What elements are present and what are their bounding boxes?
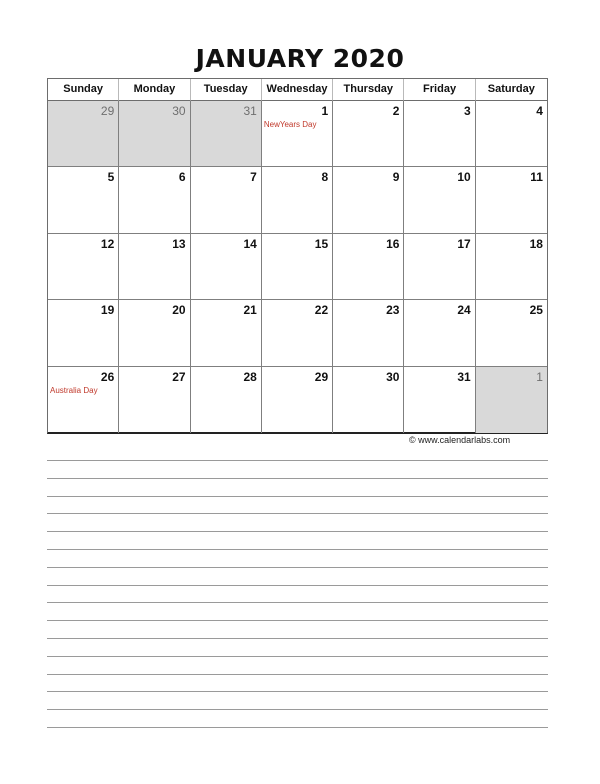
weekday-thursday: Thursday xyxy=(333,79,404,101)
day-cell xyxy=(262,234,333,300)
day-cell xyxy=(476,101,547,167)
weekday-tuesday: Tuesday xyxy=(191,79,262,101)
day-number: 23 xyxy=(386,303,400,318)
note-line xyxy=(47,674,548,675)
day-number: 4 xyxy=(536,104,543,118)
day-number: 9 xyxy=(392,170,400,185)
day-number: 18 xyxy=(529,236,543,251)
weekday-wednesday: Wednesday xyxy=(262,79,333,101)
note-line xyxy=(47,585,548,586)
day-cell xyxy=(333,101,404,167)
day-number: 1 xyxy=(536,369,543,384)
day-cell xyxy=(119,300,190,366)
day-number: 17 xyxy=(457,236,471,251)
day-number: 31 xyxy=(457,369,471,384)
note-line xyxy=(47,531,548,532)
day-cell xyxy=(191,101,262,167)
day-cell xyxy=(404,367,475,433)
note-line xyxy=(47,549,548,550)
day-number: 25 xyxy=(529,303,543,318)
day-number: 11 xyxy=(530,170,543,185)
day-number: 8 xyxy=(321,170,329,185)
day-number: 7 xyxy=(250,170,257,185)
weekday-header xyxy=(48,79,547,101)
day-cell xyxy=(333,367,404,433)
note-line xyxy=(47,567,548,568)
holiday-label: Australia Day xyxy=(50,385,98,395)
weekday-sunday: Sunday xyxy=(48,79,119,101)
day-cell xyxy=(119,167,190,233)
note-line xyxy=(47,513,548,514)
day-cell xyxy=(191,234,262,300)
day-cell xyxy=(191,300,262,366)
day-number: 30 xyxy=(386,369,400,384)
day-cell xyxy=(119,101,190,167)
note-line xyxy=(47,638,548,639)
day-number: 12 xyxy=(100,236,115,251)
notes-area xyxy=(47,442,548,742)
day-cell xyxy=(48,101,119,167)
day-cell xyxy=(48,367,119,433)
note-line xyxy=(47,691,548,692)
day-cell xyxy=(476,234,547,300)
day-number: 16 xyxy=(386,236,400,251)
weekday-saturday: Saturday xyxy=(476,79,547,101)
day-cell xyxy=(48,300,119,366)
day-cell xyxy=(119,234,190,300)
note-line xyxy=(47,602,548,603)
day-number: 22 xyxy=(314,303,329,318)
note-line xyxy=(47,727,548,728)
note-line xyxy=(47,460,548,461)
day-number: 10 xyxy=(457,170,471,185)
day-number: 28 xyxy=(243,369,257,384)
day-cell xyxy=(333,167,404,233)
weekday-monday: Monday xyxy=(119,79,190,101)
day-number: 29 xyxy=(314,369,329,384)
calendar-grid xyxy=(47,78,548,434)
day-cell xyxy=(48,167,119,233)
day-number: 13 xyxy=(172,236,186,251)
day-number: 6 xyxy=(178,170,186,185)
day-cell xyxy=(404,300,475,366)
credit-text: © www.calendarlabs.com xyxy=(409,435,511,445)
day-cell xyxy=(476,367,547,433)
note-line xyxy=(47,478,548,479)
day-cell xyxy=(119,367,190,433)
day-number: 24 xyxy=(457,303,471,318)
day-number: 29 xyxy=(100,104,115,118)
day-cell xyxy=(404,101,475,167)
note-line xyxy=(47,709,548,710)
day-number: 26 xyxy=(100,369,115,384)
day-cell xyxy=(191,167,262,233)
holiday-label: NewYears Day xyxy=(263,120,317,129)
weekday-friday: Friday xyxy=(404,79,475,101)
day-number: 15 xyxy=(314,236,329,251)
day-cell xyxy=(262,367,333,433)
day-cell xyxy=(262,300,333,366)
day-cell xyxy=(262,101,333,167)
day-cell xyxy=(333,300,404,366)
day-number: 19 xyxy=(100,303,115,318)
note-line xyxy=(47,496,548,497)
day-cell xyxy=(404,167,475,233)
day-cell xyxy=(476,167,547,233)
day-number: 30 xyxy=(172,104,186,118)
day-cell xyxy=(404,234,475,300)
day-cell xyxy=(476,300,547,366)
day-number: 31 xyxy=(243,104,257,118)
day-number: 5 xyxy=(107,170,115,185)
note-line xyxy=(47,620,548,621)
day-number: 2 xyxy=(392,104,400,118)
day-cell xyxy=(191,367,262,433)
calendar-title: JANUARY 2020 xyxy=(195,44,405,73)
day-number: 14 xyxy=(243,236,257,251)
day-number: 3 xyxy=(464,104,471,118)
day-cell xyxy=(262,167,333,233)
day-cells xyxy=(48,101,547,433)
day-number: 20 xyxy=(172,303,186,318)
day-number: 27 xyxy=(172,369,186,384)
day-number: 1 xyxy=(321,104,329,118)
note-line xyxy=(47,656,548,657)
day-cell xyxy=(48,234,119,300)
day-number: 21 xyxy=(243,303,257,318)
day-cell xyxy=(333,234,404,300)
